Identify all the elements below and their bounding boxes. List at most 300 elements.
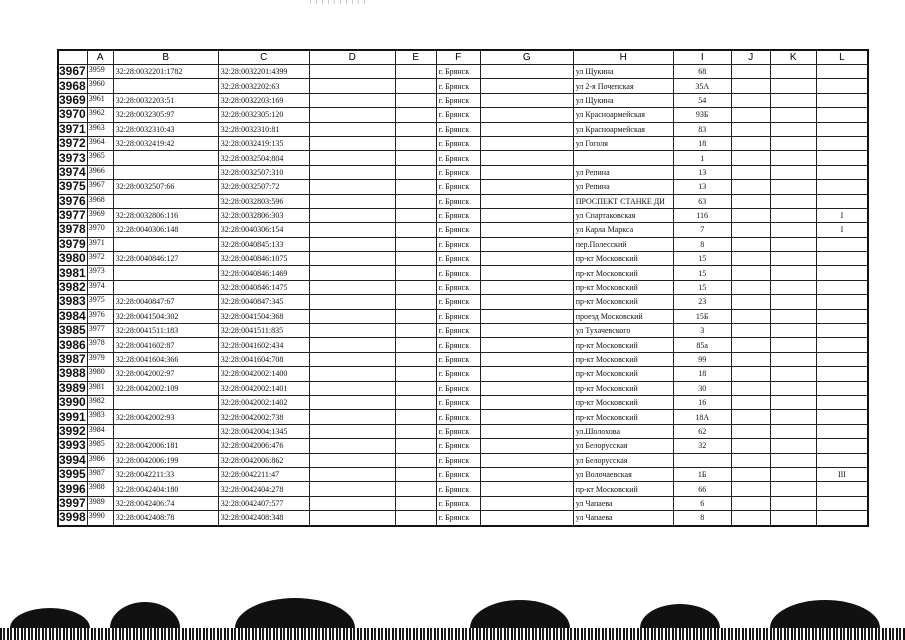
row-number[interactable]: 3994 (59, 453, 86, 467)
cell-h[interactable]: пр-кт Московский (573, 338, 673, 352)
cell-c[interactable]: 32:28:0032507:72 (218, 180, 309, 194)
cell-i[interactable]: 8 (673, 237, 731, 251)
cell-a[interactable]: 3984 (87, 424, 113, 438)
cell-i[interactable]: 116 (673, 208, 731, 222)
cell-b[interactable] (113, 79, 218, 93)
cell-b[interactable] (113, 194, 218, 208)
cell-d[interactable] (309, 439, 395, 453)
cell-a[interactable]: 3980 (87, 367, 113, 381)
cell-d[interactable] (309, 108, 395, 122)
cell-f[interactable]: г. Брянск (436, 511, 480, 526)
cell-g[interactable] (480, 252, 573, 266)
cell-d[interactable] (309, 367, 395, 381)
cell-c[interactable]: 32:28:0042006:862 (218, 453, 309, 467)
cell-i[interactable]: 18А (673, 410, 731, 424)
cell-g[interactable] (480, 223, 573, 237)
cell-i[interactable]: 99 (673, 352, 731, 366)
cell-b[interactable]: 32:28:0041511:183 (113, 324, 218, 338)
cell-a[interactable]: 3965 (87, 151, 113, 165)
cell-e[interactable] (395, 352, 436, 366)
cell-f[interactable]: г. Брянск (436, 122, 480, 136)
cell-k[interactable] (770, 136, 816, 150)
cell-c[interactable]: 32:28:0041504:368 (218, 309, 309, 323)
cell-k[interactable] (770, 65, 816, 79)
cell-a[interactable]: 3986 (87, 453, 113, 467)
cell-f[interactable]: г. Брянск (436, 439, 480, 453)
cell-b[interactable] (113, 266, 218, 280)
cell-e[interactable] (395, 482, 436, 496)
row-number[interactable]: 3978 (59, 222, 86, 237)
cell-h[interactable]: ул Белорусская (573, 439, 673, 453)
cell-j[interactable] (731, 295, 770, 309)
cell-c[interactable]: 32:28:0042002:1402 (218, 395, 309, 409)
cell-d[interactable] (309, 65, 395, 79)
cell-b[interactable]: 32:28:0042408:78 (113, 511, 218, 526)
cell-i[interactable]: 16 (673, 395, 731, 409)
cell-l[interactable] (816, 136, 868, 150)
column-header-e[interactable]: E (395, 50, 436, 65)
cell-h[interactable]: пр-кт Московский (573, 410, 673, 424)
cell-h[interactable]: пер.Полесский (573, 237, 673, 251)
cell-e[interactable] (395, 151, 436, 165)
cell-d[interactable] (309, 223, 395, 237)
cell-a[interactable]: 3959 (87, 65, 113, 79)
cell-a[interactable]: 3978 (87, 338, 113, 352)
cell-c[interactable]: 32:28:0040846:1075 (218, 252, 309, 266)
cell-c[interactable]: 32:28:0042408:348 (218, 511, 309, 526)
row-number[interactable]: 3985 (59, 323, 86, 338)
cell-l[interactable] (816, 381, 868, 395)
cell-i[interactable]: 7 (673, 223, 731, 237)
cell-b[interactable]: 32:28:0032806:116 (113, 208, 218, 222)
cell-e[interactable] (395, 467, 436, 481)
cell-k[interactable] (770, 79, 816, 93)
cell-g[interactable] (480, 108, 573, 122)
cell-i[interactable]: 1 (673, 151, 731, 165)
cell-k[interactable] (770, 482, 816, 496)
cell-j[interactable] (731, 424, 770, 438)
cell-i[interactable]: 23 (673, 295, 731, 309)
cell-h[interactable]: ул Красноармейская (573, 108, 673, 122)
cell-c[interactable]: 32:28:0032202:63 (218, 79, 309, 93)
cell-l[interactable] (816, 295, 868, 309)
cell-h[interactable]: пр-кт Московский (573, 482, 673, 496)
cell-b[interactable]: 32:28:0040846:127 (113, 252, 218, 266)
row-number[interactable]: 3972 (59, 136, 86, 151)
row-number[interactable]: 3974 (59, 165, 86, 179)
cell-g[interactable] (480, 511, 573, 526)
cell-b[interactable] (113, 395, 218, 409)
cell-j[interactable] (731, 338, 770, 352)
cell-a[interactable]: 3962 (87, 108, 113, 122)
cell-e[interactable] (395, 252, 436, 266)
cell-b[interactable]: 32:28:0032201:1782 (113, 65, 218, 79)
cell-k[interactable] (770, 453, 816, 467)
cell-i[interactable] (673, 453, 731, 467)
cell-j[interactable] (731, 136, 770, 150)
cell-b[interactable]: 32:28:0042211:33 (113, 467, 218, 481)
column-header-k[interactable]: K (770, 50, 816, 65)
cell-h[interactable] (573, 151, 673, 165)
cell-i[interactable]: 8 (673, 511, 731, 526)
cell-i[interactable]: 15 (673, 252, 731, 266)
cell-h[interactable]: проезд Московский (573, 309, 673, 323)
cell-f[interactable]: г. Брянск (436, 410, 480, 424)
cell-c[interactable]: 32:28:0032803:596 (218, 194, 309, 208)
cell-l[interactable] (816, 151, 868, 165)
cell-i[interactable]: 54 (673, 93, 731, 107)
cell-h[interactable]: ул Репина (573, 180, 673, 194)
cell-h[interactable]: ул Тухачевского (573, 324, 673, 338)
cell-j[interactable] (731, 367, 770, 381)
row-number[interactable]: 3968 (59, 78, 86, 93)
cell-e[interactable] (395, 180, 436, 194)
cell-d[interactable] (309, 122, 395, 136)
cell-k[interactable] (770, 496, 816, 510)
cell-b[interactable]: 32:28:0042002:93 (113, 410, 218, 424)
column-header-l[interactable]: L (816, 50, 868, 65)
cell-d[interactable] (309, 194, 395, 208)
cell-e[interactable] (395, 108, 436, 122)
cell-e[interactable] (395, 295, 436, 309)
cell-c[interactable]: 32:28:0032305:120 (218, 108, 309, 122)
cell-f[interactable]: г. Брянск (436, 367, 480, 381)
cell-j[interactable] (731, 309, 770, 323)
cell-d[interactable] (309, 352, 395, 366)
cell-i[interactable]: 66 (673, 482, 731, 496)
cell-j[interactable] (731, 439, 770, 453)
cell-g[interactable] (480, 136, 573, 150)
row-number[interactable]: 3986 (59, 337, 86, 352)
cell-d[interactable] (309, 266, 395, 280)
cell-f[interactable]: г. Брянск (436, 453, 480, 467)
cell-l[interactable] (816, 180, 868, 194)
cell-h[interactable]: ул Волочаевская (573, 467, 673, 481)
cell-k[interactable] (770, 352, 816, 366)
cell-f[interactable]: г. Брянск (436, 151, 480, 165)
cell-g[interactable] (480, 410, 573, 424)
cell-b[interactable]: 32:28:0042006:181 (113, 439, 218, 453)
cell-l[interactable] (816, 79, 868, 93)
cell-i[interactable]: 15 (673, 266, 731, 280)
cell-i[interactable]: 1Б (673, 467, 731, 481)
cell-f[interactable]: г. Брянск (436, 295, 480, 309)
cell-c[interactable]: 32:28:0042002:1401 (218, 381, 309, 395)
cell-l[interactable] (816, 367, 868, 381)
cell-k[interactable] (770, 309, 816, 323)
cell-f[interactable]: г. Брянск (436, 309, 480, 323)
cell-g[interactable] (480, 237, 573, 251)
cell-b[interactable]: 32:28:0041604:366 (113, 352, 218, 366)
cell-k[interactable] (770, 266, 816, 280)
cell-a[interactable]: 3983 (87, 410, 113, 424)
cell-a[interactable]: 3974 (87, 280, 113, 294)
cell-j[interactable] (731, 237, 770, 251)
cell-g[interactable] (480, 324, 573, 338)
cell-b[interactable]: 32:28:0041504:302 (113, 309, 218, 323)
cell-e[interactable] (395, 453, 436, 467)
cell-b[interactable]: 32:28:0032419:42 (113, 136, 218, 150)
cell-c[interactable]: 32:28:0041511:835 (218, 324, 309, 338)
cell-e[interactable] (395, 136, 436, 150)
cell-a[interactable]: 3979 (87, 352, 113, 366)
cell-j[interactable] (731, 324, 770, 338)
cell-l[interactable]: I (816, 223, 868, 237)
cell-j[interactable] (731, 280, 770, 294)
cell-e[interactable] (395, 194, 436, 208)
cell-e[interactable] (395, 237, 436, 251)
cell-j[interactable] (731, 208, 770, 222)
cell-c[interactable]: 32:28:0032310:81 (218, 122, 309, 136)
cell-k[interactable] (770, 439, 816, 453)
row-number[interactable]: 3979 (59, 237, 86, 251)
cell-c[interactable]: 32:28:0042404:278 (218, 482, 309, 496)
cell-h[interactable]: ул Чапаева (573, 511, 673, 526)
cell-e[interactable] (395, 223, 436, 237)
cell-l[interactable] (816, 108, 868, 122)
cell-g[interactable] (480, 467, 573, 481)
cell-f[interactable]: г. Брянск (436, 395, 480, 409)
cell-g[interactable] (480, 453, 573, 467)
cell-d[interactable] (309, 482, 395, 496)
cell-d[interactable] (309, 237, 395, 251)
cell-h[interactable]: ул Чапаева (573, 496, 673, 510)
cell-d[interactable] (309, 338, 395, 352)
cell-a[interactable]: 3969 (87, 208, 113, 222)
cell-c[interactable]: 32:28:0032806:303 (218, 208, 309, 222)
cell-l[interactable] (816, 424, 868, 438)
cell-a[interactable]: 3960 (87, 79, 113, 93)
column-header-f[interactable]: F (436, 50, 480, 65)
cell-i[interactable]: 93Б (673, 108, 731, 122)
cell-l[interactable]: III (816, 467, 868, 481)
cell-k[interactable] (770, 237, 816, 251)
cell-j[interactable] (731, 252, 770, 266)
row-number[interactable]: 3971 (59, 122, 86, 136)
cell-f[interactable]: г. Брянск (436, 266, 480, 280)
cell-i[interactable]: 68 (673, 65, 731, 79)
cell-g[interactable] (480, 280, 573, 294)
cell-h[interactable]: ул Щукина (573, 65, 673, 79)
cell-l[interactable] (816, 453, 868, 467)
cell-h[interactable]: ул Репина (573, 165, 673, 179)
cell-e[interactable] (395, 65, 436, 79)
cell-k[interactable] (770, 194, 816, 208)
row-number[interactable]: 3990 (59, 395, 86, 410)
cell-a[interactable]: 3966 (87, 165, 113, 179)
cell-k[interactable] (770, 467, 816, 481)
cell-d[interactable] (309, 496, 395, 510)
cell-e[interactable] (395, 79, 436, 93)
cell-b[interactable]: 32:28:0042406:74 (113, 496, 218, 510)
row-number[interactable]: 3991 (59, 409, 86, 424)
row-number[interactable]: 3984 (59, 309, 86, 323)
cell-l[interactable]: I (816, 208, 868, 222)
cell-c[interactable]: 32:28:0042002:1400 (218, 367, 309, 381)
cell-d[interactable] (309, 165, 395, 179)
cell-j[interactable] (731, 395, 770, 409)
cell-i[interactable]: 13 (673, 165, 731, 179)
cell-g[interactable] (480, 338, 573, 352)
cell-c[interactable]: 32:28:0042006:476 (218, 439, 309, 453)
cell-k[interactable] (770, 424, 816, 438)
cell-i[interactable]: 3 (673, 324, 731, 338)
cell-j[interactable] (731, 223, 770, 237)
cell-g[interactable] (480, 151, 573, 165)
cell-f[interactable]: г. Брянск (436, 180, 480, 194)
cell-e[interactable] (395, 93, 436, 107)
cell-f[interactable]: г. Брянск (436, 165, 480, 179)
cell-f[interactable]: г. Брянск (436, 324, 480, 338)
cell-h[interactable]: ул Спартаковская (573, 208, 673, 222)
cell-l[interactable] (816, 280, 868, 294)
cell-e[interactable] (395, 266, 436, 280)
cell-a[interactable]: 3967 (87, 180, 113, 194)
cell-l[interactable] (816, 410, 868, 424)
cell-a[interactable]: 3973 (87, 266, 113, 280)
cell-c[interactable]: 32:28:0032203:169 (218, 93, 309, 107)
cell-b[interactable]: 32:28:0040847:67 (113, 295, 218, 309)
cell-j[interactable] (731, 65, 770, 79)
column-header-a[interactable]: A (87, 50, 113, 65)
cell-d[interactable] (309, 395, 395, 409)
cell-k[interactable] (770, 165, 816, 179)
cell-c[interactable]: 32:28:0042002:738 (218, 410, 309, 424)
row-number[interactable]: 3977 (59, 208, 86, 223)
cell-b[interactable]: 32:28:0042006:199 (113, 453, 218, 467)
cell-l[interactable] (816, 439, 868, 453)
cell-e[interactable] (395, 280, 436, 294)
cell-l[interactable] (816, 266, 868, 280)
cell-d[interactable] (309, 467, 395, 481)
cell-e[interactable] (395, 439, 436, 453)
cell-l[interactable] (816, 93, 868, 107)
cell-i[interactable]: 85а (673, 338, 731, 352)
cell-e[interactable] (395, 511, 436, 526)
cell-c[interactable]: 32:28:0032201:4399 (218, 65, 309, 79)
cell-k[interactable] (770, 367, 816, 381)
cell-i[interactable]: 6 (673, 496, 731, 510)
cell-d[interactable] (309, 309, 395, 323)
cell-c[interactable]: 32:28:0040306:154 (218, 223, 309, 237)
cell-l[interactable] (816, 352, 868, 366)
cell-d[interactable] (309, 424, 395, 438)
cell-h[interactable]: пр-кт Московский (573, 367, 673, 381)
cell-h[interactable]: ул Карла Маркса (573, 223, 673, 237)
cell-l[interactable] (816, 237, 868, 251)
cell-g[interactable] (480, 295, 573, 309)
cell-e[interactable] (395, 410, 436, 424)
cell-j[interactable] (731, 482, 770, 496)
cell-k[interactable] (770, 381, 816, 395)
cell-l[interactable] (816, 309, 868, 323)
cell-l[interactable] (816, 496, 868, 510)
cell-e[interactable] (395, 424, 436, 438)
cell-l[interactable] (816, 482, 868, 496)
cell-h[interactable]: ПРОСПЕКТ СТАНКЕ ДИ (573, 194, 673, 208)
cell-a[interactable]: 3989 (87, 496, 113, 510)
row-number[interactable]: 3973 (59, 150, 86, 165)
cell-f[interactable]: г. Брянск (436, 482, 480, 496)
cell-f[interactable]: г. Брянск (436, 79, 480, 93)
cell-d[interactable] (309, 208, 395, 222)
cell-e[interactable] (395, 122, 436, 136)
cell-g[interactable] (480, 381, 573, 395)
cell-g[interactable] (480, 208, 573, 222)
cell-c[interactable]: 32:28:0040846:1469 (218, 266, 309, 280)
cell-f[interactable]: г. Брянск (436, 194, 480, 208)
cell-d[interactable] (309, 453, 395, 467)
cell-d[interactable] (309, 252, 395, 266)
cell-b[interactable]: 32:28:0032305:97 (113, 108, 218, 122)
cell-f[interactable]: г. Брянск (436, 352, 480, 366)
cell-g[interactable] (480, 352, 573, 366)
cell-k[interactable] (770, 511, 816, 526)
cell-g[interactable] (480, 93, 573, 107)
cell-f[interactable]: г. Брянск (436, 467, 480, 481)
cell-b[interactable]: 32:28:0041602:87 (113, 338, 218, 352)
cell-j[interactable] (731, 180, 770, 194)
cell-i[interactable]: 63 (673, 194, 731, 208)
cell-c[interactable]: 32:28:0040847:345 (218, 295, 309, 309)
cell-g[interactable] (480, 395, 573, 409)
cell-c[interactable]: 32:28:0040846:1475 (218, 280, 309, 294)
cell-f[interactable]: г. Брянск (436, 208, 480, 222)
cell-b[interactable]: 32:28:0042404:180 (113, 482, 218, 496)
cell-e[interactable] (395, 324, 436, 338)
column-header-c[interactable]: C (218, 50, 309, 65)
cell-h[interactable]: ул.Шолохова (573, 424, 673, 438)
column-header-j[interactable]: J (731, 50, 770, 65)
cell-c[interactable]: 32:28:0032419:135 (218, 136, 309, 150)
cell-j[interactable] (731, 352, 770, 366)
cell-j[interactable] (731, 467, 770, 481)
row-number[interactable]: 3983 (59, 294, 86, 309)
column-header-g[interactable]: G (480, 50, 573, 65)
cell-g[interactable] (480, 79, 573, 93)
cell-a[interactable]: 3985 (87, 439, 113, 453)
row-number[interactable]: 3982 (59, 280, 86, 295)
cell-a[interactable]: 3968 (87, 194, 113, 208)
cell-c[interactable]: 32:28:0041604:708 (218, 352, 309, 366)
cell-k[interactable] (770, 324, 816, 338)
cell-i[interactable]: 30 (673, 381, 731, 395)
cell-c[interactable]: 32:28:0040845:133 (218, 237, 309, 251)
cell-j[interactable] (731, 93, 770, 107)
cell-b[interactable] (113, 165, 218, 179)
cell-i[interactable]: 13 (673, 180, 731, 194)
cell-d[interactable] (309, 136, 395, 150)
cell-b[interactable] (113, 151, 218, 165)
cell-h[interactable]: пр-кт Московский (573, 352, 673, 366)
row-number[interactable]: 3992 (59, 424, 86, 438)
cell-b[interactable] (113, 424, 218, 438)
row-number[interactable]: 3997 (59, 496, 86, 510)
cell-c[interactable]: 32:28:0042407:577 (218, 496, 309, 510)
cell-c[interactable]: 32:28:0041602:434 (218, 338, 309, 352)
cell-k[interactable] (770, 295, 816, 309)
row-number[interactable]: 3981 (59, 265, 86, 280)
cell-f[interactable]: г. Брянск (436, 136, 480, 150)
cell-a[interactable]: 3971 (87, 237, 113, 251)
cell-d[interactable] (309, 280, 395, 294)
column-header-h[interactable]: H (573, 50, 673, 65)
cell-k[interactable] (770, 252, 816, 266)
cell-f[interactable]: г. Брянск (436, 338, 480, 352)
cell-c[interactable]: 32:28:0042211:47 (218, 467, 309, 481)
cell-d[interactable] (309, 93, 395, 107)
cell-a[interactable]: 3982 (87, 395, 113, 409)
